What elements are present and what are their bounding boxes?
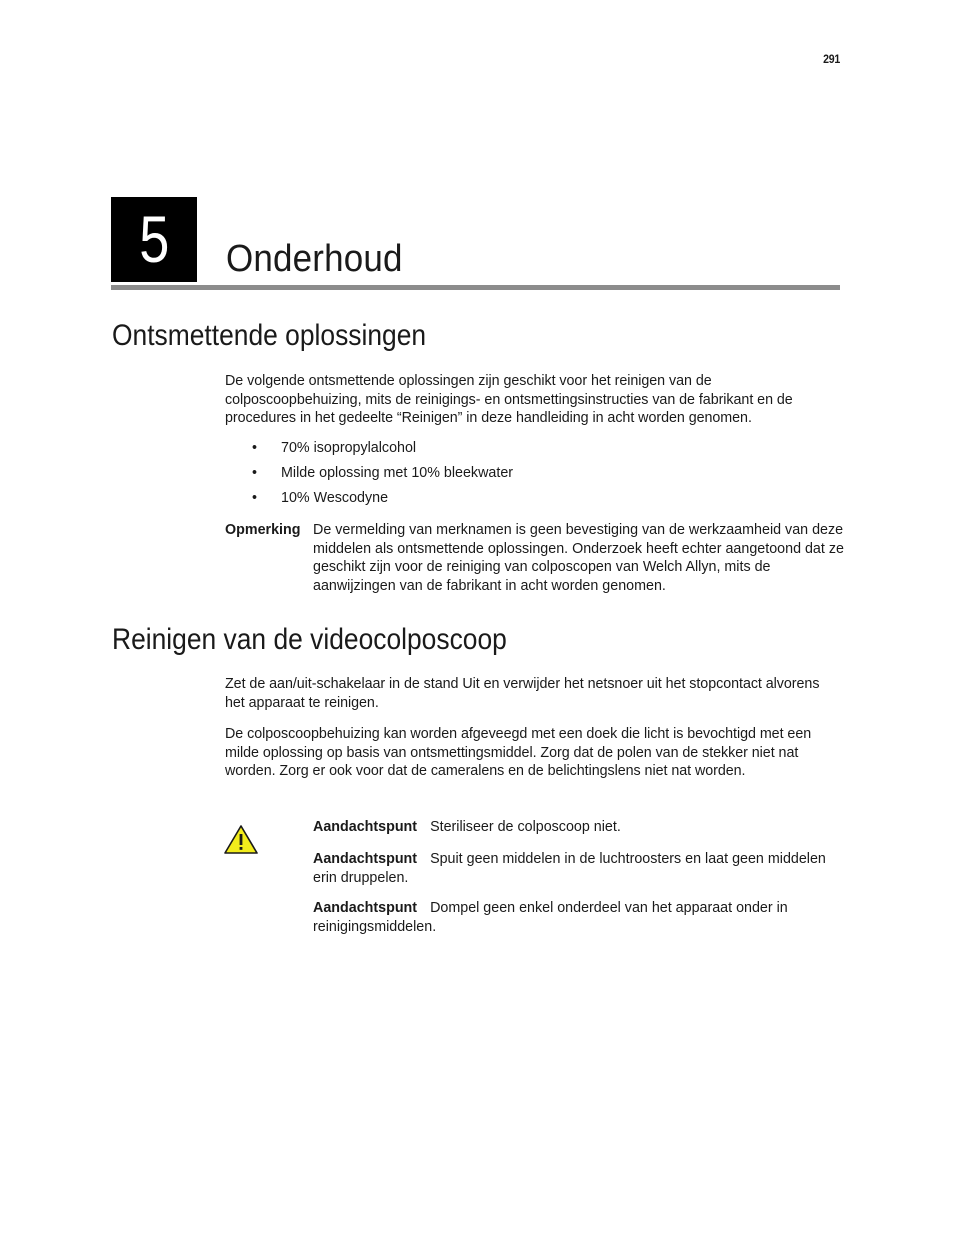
list-item: • 10% Wescodyne — [252, 490, 389, 506]
chapter-number: 5 — [138, 202, 170, 276]
section-title-disinfectants: Ontsmettende oplossingen — [112, 319, 427, 352]
chapter-number-box — [111, 197, 197, 282]
page-number: 291 — [823, 52, 840, 66]
warning-triangle-icon — [223, 824, 259, 855]
caution-item — [313, 850, 843, 887]
disinfectant-list — [225, 439, 513, 514]
cleaning-paragraph-wipe: De colposcoopbehuizing kan worden afgeveegd met een doek die licht is bevochtigd met een milde oplossing op basis van ontsmettingsmiddel. Zorg dat de polen van de stekker niet nat worden. Zorg er ook voor dat de cameralens en de belichtingslens niet nat worden. — [225, 726, 812, 780]
list-item: • Milde oplossing met 10% bleekwater — [252, 465, 514, 481]
caution-item — [313, 899, 843, 936]
bullet-icon: • — [252, 440, 258, 456]
caution-label: Aandachtspunt — [313, 900, 418, 916]
bullet-icon: • — [252, 465, 258, 481]
disinfectants-intro: De volgende ontsmettende oplossingen zijn geschikt voor het reinigen van de colposcoopbehuizing, mits de reinigings- en ontsmettingsinstructies van de fabrikant en de procedures in het gedeelte “Reinigen” in deze handleiding in acht worden genomen. — [225, 373, 793, 427]
note-text: De vermelding van merknamen is geen bevestiging van de werkzaamheid van deze middelen als ontsmettende oplossingen. Onderzoek heeft echter aangetoond dat ze geschikt zijn voor de reiniging van colposcopen van Welch Allyn, mits de aanwijzingen van de fabrikant in acht worden genomen. — [313, 522, 844, 595]
caution-item — [313, 818, 843, 837]
caution-text: Dompel geen enkel onderdeel van het apparaat onder in reinigingsmiddelen. — [313, 900, 788, 935]
caution-label: Aandachtspunt — [313, 819, 418, 835]
list-item: • 70% isopropylalcohol — [252, 440, 417, 456]
caution-text: Steriliseer de colposcoop niet. — [430, 819, 621, 835]
cleaning-paragraph-power: Zet de aan/uit-schakelaar in de stand Uit en verwijder het netsnoer uit het stopcontact alvorens het apparaat te reinigen. — [225, 676, 820, 711]
caution-label: Aandachtspunt — [313, 851, 418, 867]
bullet-icon: • — [252, 490, 258, 506]
caution-text: Spuit geen middelen in de luchtroosters en laat geen middelen erin druppelen. — [313, 851, 826, 886]
chapter-divider — [111, 285, 840, 290]
note-label: Opmerking — [225, 522, 301, 538]
chapter-title: Onderhoud — [226, 238, 403, 280]
section-title-cleaning: Reinigen van de videocolposcoop — [112, 623, 507, 656]
